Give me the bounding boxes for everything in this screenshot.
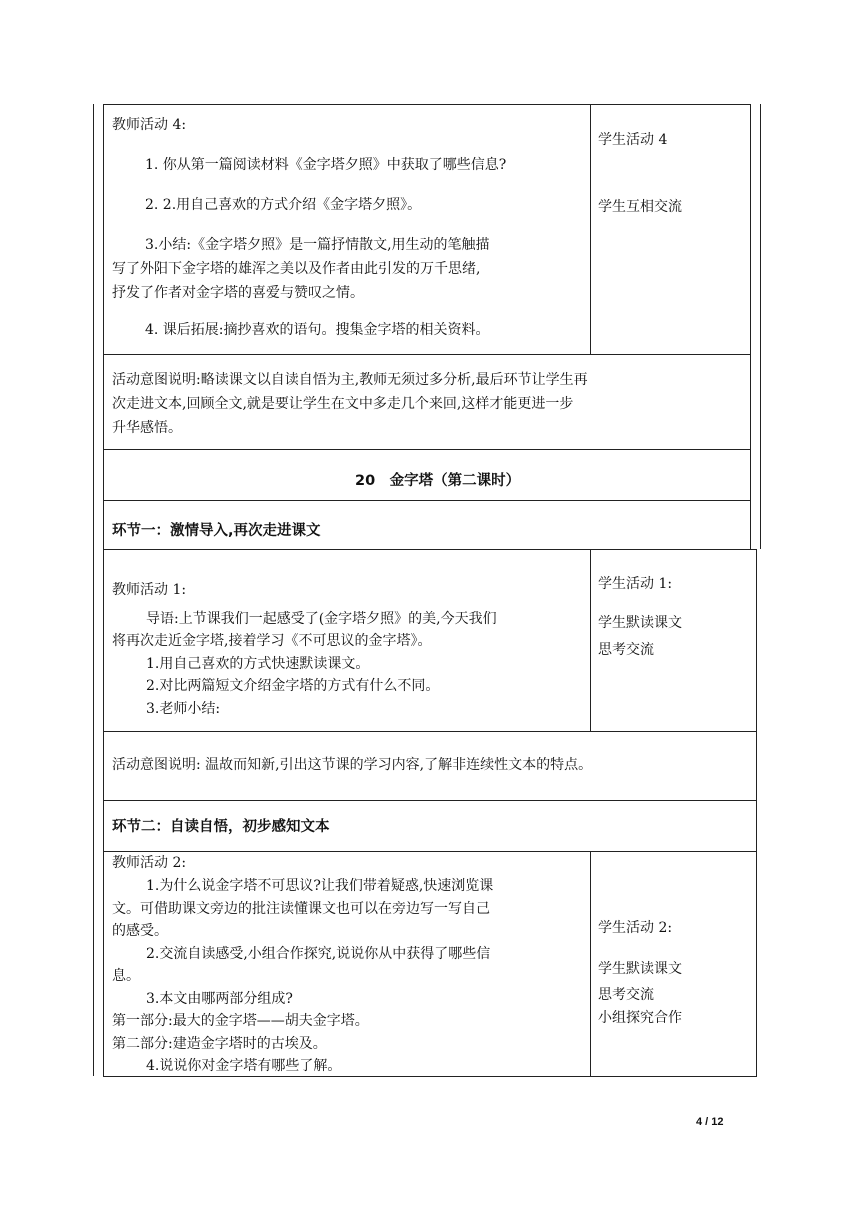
teacher-activity-2-line-2: 文。可借助课文旁边的批注读懂课文也可以在旁边写一写自己 [112, 901, 490, 917]
right-margin-line [760, 104, 761, 549]
student-activity-4-line-1: 学生互相交流 [598, 199, 682, 215]
student-activity-1-title: 学生活动 1: [598, 576, 673, 592]
student-activity-4-title: 学生活动 4 [598, 132, 668, 148]
activity-intent-2: 活动意图说明: 温故而知新,引出这节课的学习内容,了解非连续性文本的特点。 [112, 757, 593, 773]
teacher-activity-4-item-1: 1. 你从第一篇阅读材料《金字塔夕照》中获取了哪些信息? [145, 157, 507, 173]
teacher-activity-1-line-2: 将再次走近金字塔,接着学习《不可思议的金字塔》。 [112, 633, 432, 649]
teacher-activity-1-line-4: 2.对比两篇短文介绍金字塔的方式有什么不同。 [146, 678, 440, 694]
teacher-activity-2-line-7: 第一部分:最大的金字塔——胡夫金字塔。 [112, 1013, 369, 1029]
student-activity-2-line-1: 学生默读课文 [598, 961, 682, 977]
student-activity-2-line-2: 思考交流 [598, 987, 654, 1003]
teacher-activity-2-line-3: 的感受。 [112, 923, 168, 939]
teacher-activity-1-line-5: 3.老师小结: [146, 701, 221, 717]
teacher-activity-2-title: 教师活动 2: [112, 855, 187, 871]
teacher-activity-4-item-2: 2. 2.用自己喜欢的方式介绍《金字塔夕照》。 [145, 197, 422, 213]
teacher-activity-4-title: 教师活动 4: [112, 117, 187, 133]
student-activity-2-title: 学生活动 2: [598, 920, 673, 936]
teacher-activity-2-line-9: 4.说说你对金字塔有哪些了解。 [146, 1058, 342, 1074]
teacher-activity-2-line-1: 1.为什么说金字塔不可思议?让我们带着疑惑,快速浏览课 [146, 878, 494, 894]
page-number: 4 / 12 [696, 1116, 724, 1128]
teacher-activity-4-item-3-line-3: 抒发了作者对金字塔的喜爱与赞叹之情。 [112, 285, 364, 301]
teacher-activity-1-line-1: 导语:上节课我们一起感受了(金字塔夕照》的美,今天我们 [146, 611, 497, 627]
teacher-activity-4-item-3-line-2: 写了外阳下金字塔的雄浑之美以及作者由此引发的万千思绪, [112, 261, 481, 277]
section-1-title: 环节一：激情导入,再次走进课文 [112, 523, 321, 539]
activity-intent-1-line-1: 活动意图说明:略读课文以自读自悟为主,教师无须过多分析,最后环节让学生再 [112, 372, 588, 388]
student-activity-1-line-2: 思考交流 [598, 642, 654, 658]
teacher-activity-4-item-3-line-1: 3.小结:《金字塔夕照》是一篇抒情散文,用生动的笔触描 [145, 237, 490, 253]
student-activity-2-line-3: 小组探究合作 [598, 1010, 682, 1026]
activity-intent-1-line-2: 次走进文本,回顾全文,就是要让学生在文中多走几个来回,这样才能更进一步 [112, 396, 574, 412]
lesson-title: 20 金字塔（第二课时） [355, 473, 521, 489]
teacher-activity-1-line-3: 1.用自己喜欢的方式快速默读课文。 [146, 656, 370, 672]
teacher-activity-1-title: 教师活动 1: [112, 582, 187, 598]
teacher-activity-2-line-4: 2.交流自读感受,小组合作探究,说说你从中获得了哪些信 [146, 946, 491, 962]
section-2-title: 环节二：自读自悟，初步感知文本 [112, 819, 330, 835]
activity-intent-1-line-3: 升华感悟。 [112, 420, 182, 436]
teacher-activity-2-line-6: 3.本文由哪两部分组成? [146, 991, 293, 1007]
teacher-activity-4-item-4: 4. 课后拓展:摘抄喜欢的语句。搜集金字塔的相关资料。 [145, 322, 490, 338]
teacher-activity-2-line-5: 息。 [112, 968, 140, 984]
teacher-activity-2-line-8: 第二部分:建造金字塔时的古埃及。 [112, 1036, 327, 1052]
student-activity-1-line-1: 学生默读课文 [598, 615, 682, 631]
left-margin-line [93, 104, 94, 1076]
